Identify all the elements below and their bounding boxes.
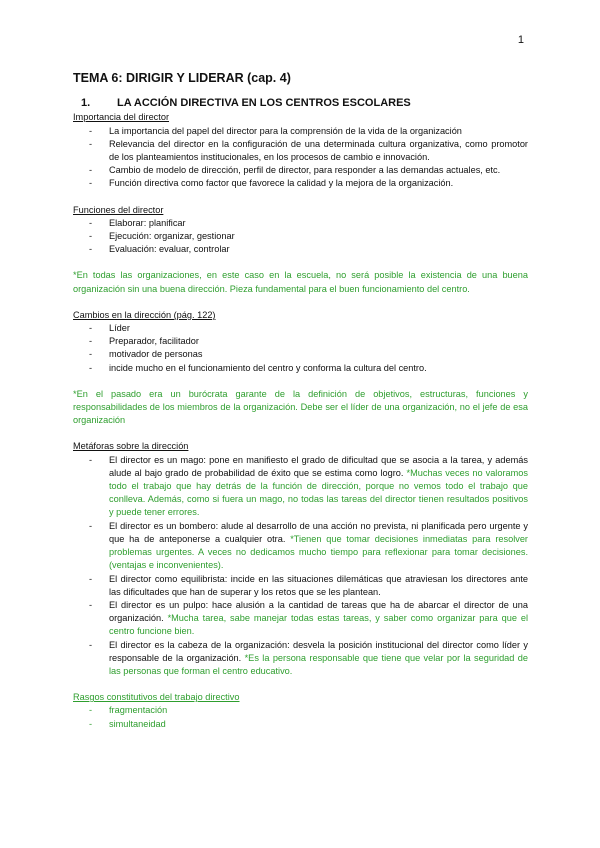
metafora-text: El director es un bombero: alude al desarrollo de una acción no prevista, ni planificada pero urgente y que ha de anteponerse a cualquier otra. bbox=[109, 520, 528, 544]
section-title: LA ACCIÓN DIRECTIVA EN LOS CENTROS ESCOLARES bbox=[117, 97, 411, 110]
metafora-text: El director es un mago: pone en manifiesto el grado de dificultad que se asocia a la tarea, y además alude al bajo grado de probabilidad de éxito que se estima como logro. bbox=[109, 454, 528, 478]
metafora-note: *Mucha tarea, sabe manejar todas estas tareas, y saber como organizar para que el centro funcione bien. bbox=[109, 613, 529, 637]
list-item: - simultaneidad bbox=[73, 718, 528, 731]
list-item: - motivador de personas bbox=[73, 348, 528, 361]
rasgos-list bbox=[73, 704, 528, 730]
cambios-list bbox=[73, 322, 528, 375]
rasgos-heading: Rasgos constitutivos del trabajo directivo bbox=[73, 692, 240, 703]
list-item: - La importancia del papel del director para la comprensión de la vida de la organización bbox=[73, 125, 528, 138]
metafora-note: *Muchas veces no valoramos todo el trabajo que hay detrás de la función de dirección, porque no vemos todo el trabajo que conlleva. Además, como si fuera un mago, no todas las tareas del director tienen resultados positivos y puede tener errores. bbox=[109, 467, 528, 518]
funciones-list bbox=[73, 217, 528, 257]
metafora-text: El director es un pulpo: hace alusión a la cantidad de tareas que ha de abarcar el director de una organización. bbox=[109, 599, 528, 624]
list-item: - Cambio de modelo de dirección, perfil de director, para responder a las demandas actuales, etc. bbox=[73, 164, 528, 177]
metafora-note: *Es la persona responsable que tiene que velar por la seguridad de las personas que forman el centro educativo. bbox=[109, 652, 528, 676]
page-content bbox=[73, 72, 528, 731]
metafora-note: *Tienen que tomar decisiones inmediatas para resolver problemas urgentes. A veces no dedicamos mucho tiempo para reflexionar para tomar decisiones. (ventajas e inconvenientes). bbox=[109, 533, 528, 571]
list-item: - Ejecución: organizar, gestionar bbox=[73, 230, 528, 243]
list-item: - Relevancia del director en la configuración de una determinada cultura organizativa, como promotor de los planteamientos institucionales, en los procesos de cambio e innovación. bbox=[73, 138, 528, 164]
list-item: - Evaluación: evaluar, controlar bbox=[73, 243, 528, 256]
list-item: - Líder bbox=[73, 322, 528, 335]
list-item: - incide mucho en el funcionamiento del centro y conforma la cultura del centro. bbox=[73, 362, 528, 375]
metaforas-list bbox=[73, 454, 528, 678]
importancia-list bbox=[73, 125, 528, 191]
metafora-text: El director como equilibrista: incide en las situaciones dilemáticas que atraviesan los directores ante las dificultades que han de superar y los retos que se les plantean. bbox=[109, 573, 528, 597]
cambios-note: *En el pasado era un burócrata garante de la definición de objetivos, estructuras, funciones y responsabilidades de los miembros de la organización. Debe ser el líder de una organización, no el jefe de esa organización bbox=[73, 388, 528, 426]
list-item bbox=[73, 639, 528, 679]
cambios-heading: Cambios en la dirección (pág. 122) bbox=[73, 309, 216, 320]
section-number: 1. bbox=[81, 97, 91, 110]
list-item: - Elaborar: planificar bbox=[73, 217, 528, 230]
list-item bbox=[73, 520, 528, 573]
list-item bbox=[73, 573, 528, 599]
list-item bbox=[73, 454, 528, 520]
list-item: - fragmentación bbox=[73, 704, 528, 717]
metaforas-heading: Metáforas sobre la dirección bbox=[73, 441, 189, 452]
list-item: - Función directiva como factor que favorece la calidad y la mejora de la organización. bbox=[73, 177, 528, 190]
funciones-note: *En todas las organizaciones, en este caso en la escuela, no será posible la existencia de una buena organización sin una buena dirección. Pieza fundamental para el buen funcionamiento del centro. bbox=[73, 270, 528, 294]
list-item: - Preparador, facilitador bbox=[73, 335, 528, 348]
funciones-heading: Funciones del director bbox=[73, 204, 164, 215]
list-item bbox=[73, 599, 528, 639]
document-title: TEMA 6: DIRIGIR Y LIDERAR (cap. 4) bbox=[73, 71, 291, 85]
page-number: 1 bbox=[517, 34, 524, 46]
metafora-text: El director es la cabeza de la organización: desvela la posición institucional del director como líder y responsable de la organización. bbox=[109, 639, 528, 663]
section-heading bbox=[73, 97, 528, 110]
importancia-heading: Importancia del director bbox=[73, 112, 170, 123]
